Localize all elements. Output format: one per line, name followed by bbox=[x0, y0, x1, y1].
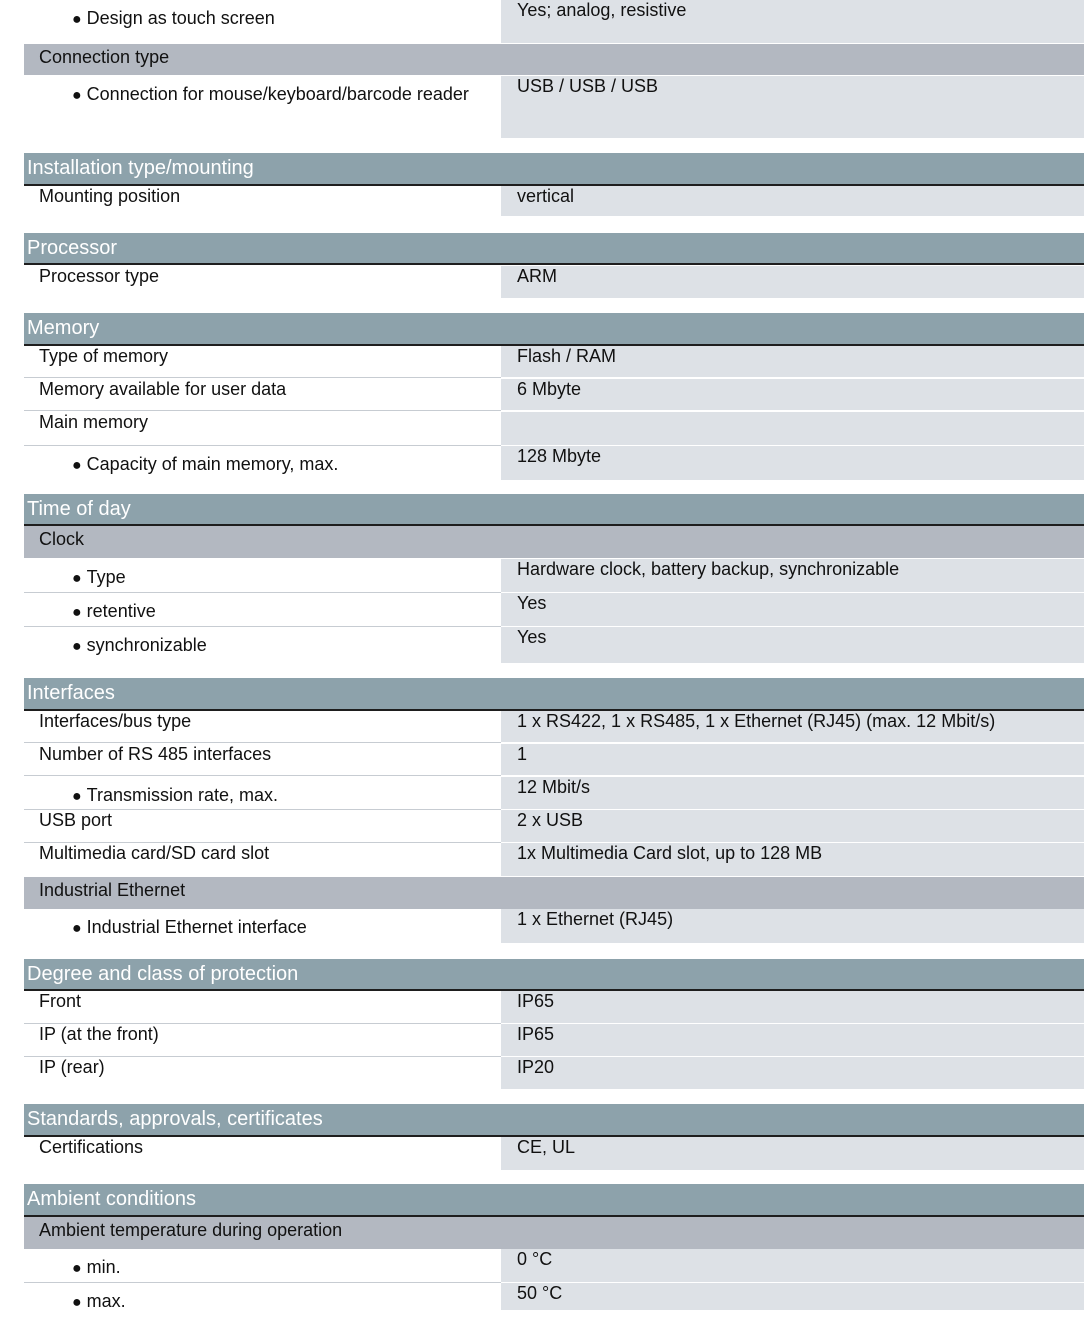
spec-label-text: Type of memory bbox=[39, 346, 169, 366]
section-title: Interfaces bbox=[27, 682, 115, 704]
bullet-icon: ● bbox=[72, 87, 82, 104]
spec-label-text: IP (at the front) bbox=[39, 1024, 159, 1044]
spec-label bbox=[39, 707, 191, 735]
bullet-icon: ● bbox=[72, 1260, 82, 1277]
spec-label bbox=[39, 987, 81, 1015]
spec-label-cell bbox=[24, 266, 501, 298]
spec-label bbox=[39, 1053, 105, 1081]
spec-row bbox=[24, 1057, 1084, 1089]
spec-row bbox=[24, 1249, 1084, 1283]
spec-label-text: Capacity of main memory, max. bbox=[86, 454, 339, 474]
spec-value-cell bbox=[501, 446, 1084, 480]
spec-row bbox=[24, 909, 1084, 943]
spec-value-cell bbox=[501, 991, 1084, 1024]
section-header bbox=[24, 1184, 1084, 1217]
spec-value: IP20 bbox=[517, 1057, 555, 1077]
spec-label-cell bbox=[24, 1249, 501, 1283]
spec-row bbox=[24, 379, 1084, 411]
bullet-icon: ● bbox=[72, 570, 82, 587]
spec-label-cell bbox=[24, 379, 501, 411]
spec-value-cell bbox=[501, 1057, 1084, 1089]
spec-label-cell bbox=[24, 0, 501, 43]
spec-value-cell bbox=[501, 909, 1084, 943]
spec-value-cell bbox=[501, 559, 1084, 593]
bullet-icon: ● bbox=[72, 11, 82, 28]
spec-row bbox=[24, 711, 1084, 743]
spec-value-cell bbox=[501, 186, 1084, 216]
spec-label-text: Number of RS 485 interfaces bbox=[39, 744, 272, 764]
spec-row bbox=[24, 1137, 1084, 1170]
spec-value: 0 °C bbox=[517, 1249, 553, 1269]
spec-label-text: Transmission rate, max. bbox=[86, 785, 279, 805]
spec-value-cell bbox=[501, 346, 1084, 378]
bullet-icon: ● bbox=[72, 788, 82, 805]
spec-value: 6 Mbyte bbox=[517, 379, 582, 399]
spec-value: ARM bbox=[517, 266, 557, 286]
section-header bbox=[24, 233, 1084, 265]
spec-value-cell bbox=[501, 777, 1084, 810]
spec-label-text: synchronizable bbox=[86, 635, 207, 655]
spec-value: 2 x USB bbox=[517, 810, 584, 830]
spec-label-text: Mounting position bbox=[39, 186, 181, 206]
section-title: Installation type/mounting bbox=[27, 157, 254, 179]
spec-value: 1 x Ethernet (RJ45) bbox=[517, 909, 674, 929]
spec-value: 128 Mbyte bbox=[517, 446, 602, 466]
spec-value: 1 bbox=[517, 744, 528, 764]
spec-row bbox=[24, 0, 1084, 43]
spec-value: 1x Multimedia Card slot, up to 128 MB bbox=[517, 843, 823, 863]
spec-value: Yes bbox=[517, 593, 547, 613]
spec-label-cell bbox=[24, 346, 501, 378]
group-title: Industrial Ethernet bbox=[39, 880, 186, 900]
bullet-icon: ● bbox=[72, 457, 82, 474]
spec-label-cell bbox=[24, 909, 501, 943]
bullet-icon: ● bbox=[72, 604, 82, 621]
spec-label bbox=[72, 631, 207, 661]
group-header bbox=[24, 1217, 1084, 1249]
spec-label bbox=[39, 342, 168, 370]
spec-value-cell bbox=[501, 1137, 1084, 1170]
spec-label bbox=[39, 1020, 159, 1048]
spec-label bbox=[72, 4, 275, 34]
spec-label bbox=[39, 806, 112, 834]
spec-label-cell bbox=[24, 1283, 501, 1310]
spec-value-cell bbox=[501, 593, 1084, 627]
spec-row bbox=[24, 627, 1084, 663]
spec-label-cell bbox=[24, 744, 501, 776]
spec-label-text: Main memory bbox=[39, 412, 149, 432]
spec-value: Yes; analog, resistive bbox=[517, 0, 687, 20]
section-title: Standards, approvals, certificates bbox=[27, 1108, 323, 1130]
spec-value-cell bbox=[501, 627, 1084, 663]
spec-label-text: Memory available for user data bbox=[39, 379, 287, 399]
spec-label bbox=[39, 839, 269, 867]
section-title: Time of day bbox=[27, 498, 131, 520]
spec-label bbox=[72, 563, 126, 593]
section-title: Processor bbox=[27, 237, 118, 259]
spec-row bbox=[24, 559, 1084, 593]
spec-label-text: Design as touch screen bbox=[86, 8, 275, 28]
spec-value: 1 x RS422, 1 x RS485, 1 x Ethernet (RJ45) (max. 12 Mbit/s) bbox=[517, 711, 996, 731]
section-title: Memory bbox=[27, 317, 100, 339]
spec-label bbox=[39, 740, 271, 768]
spec-value: USB / USB / USB bbox=[517, 76, 659, 96]
spec-label-text: Industrial Ethernet interface bbox=[86, 917, 307, 937]
spec-row bbox=[24, 266, 1084, 298]
spec-value: vertical bbox=[517, 186, 575, 206]
spec-label-text: Connection for mouse/keyboard/barcode reader bbox=[86, 84, 469, 104]
spec-label-cell bbox=[24, 593, 501, 627]
spec-label-text: Interfaces/bus type bbox=[39, 711, 192, 731]
spec-label bbox=[72, 1253, 121, 1283]
spec-value: IP65 bbox=[517, 991, 555, 1011]
spec-value-cell bbox=[501, 711, 1084, 743]
spec-value-cell bbox=[501, 379, 1084, 411]
bullet-icon: ● bbox=[72, 638, 82, 655]
spec-label bbox=[39, 1133, 143, 1161]
spec-label-text: Multimedia card/SD card slot bbox=[39, 843, 270, 863]
spec-label bbox=[39, 375, 286, 403]
spec-label-text: IP (rear) bbox=[39, 1057, 105, 1077]
bullet-icon: ● bbox=[72, 1294, 82, 1311]
spec-label-text: Type bbox=[86, 567, 126, 587]
spec-row bbox=[24, 593, 1084, 627]
spec-label-cell bbox=[24, 711, 501, 743]
spec-value-cell bbox=[501, 1024, 1084, 1057]
spec-row bbox=[24, 744, 1084, 776]
spec-row bbox=[24, 76, 1084, 138]
spec-label-text: min. bbox=[86, 1257, 121, 1277]
spec-row bbox=[24, 346, 1084, 378]
spec-row bbox=[24, 446, 1084, 480]
spec-label-cell bbox=[24, 1137, 501, 1170]
spec-row bbox=[24, 186, 1084, 216]
group-header bbox=[24, 526, 1084, 558]
spec-label-text: retentive bbox=[86, 601, 156, 621]
spec-label-cell bbox=[24, 559, 501, 593]
spec-value: Yes bbox=[517, 627, 547, 647]
section-title: Ambient conditions bbox=[27, 1188, 196, 1210]
section-title: Degree and class of protection bbox=[27, 963, 299, 985]
spec-label-cell bbox=[24, 412, 501, 446]
group-title: Connection type bbox=[39, 47, 170, 67]
spec-value-cell bbox=[501, 1249, 1084, 1283]
group-title: Clock bbox=[39, 529, 85, 549]
spec-value-cell bbox=[501, 266, 1084, 298]
spec-label-cell bbox=[24, 843, 501, 876]
group-header bbox=[24, 44, 1084, 75]
bullet-icon: ● bbox=[72, 920, 82, 937]
spec-label-text: Certifications bbox=[39, 1137, 144, 1157]
spec-value: Hardware clock, battery backup, synchronizable bbox=[517, 559, 900, 579]
spec-label-text: Processor type bbox=[39, 266, 160, 286]
spec-row bbox=[24, 1283, 1084, 1310]
spec-label bbox=[72, 450, 338, 480]
spec-label-cell bbox=[24, 627, 501, 663]
spec-value: CE, UL bbox=[517, 1137, 576, 1157]
spec-row bbox=[24, 843, 1084, 876]
spec-value: Flash / RAM bbox=[517, 346, 617, 366]
spec-value-cell bbox=[501, 76, 1084, 138]
spec-label bbox=[72, 80, 492, 110]
spec-value: 50 °C bbox=[517, 1283, 563, 1303]
spec-label-cell bbox=[24, 1057, 501, 1089]
spec-value-cell bbox=[501, 843, 1084, 876]
group-title: Ambient temperature during operation bbox=[39, 1220, 343, 1240]
spec-label bbox=[72, 913, 307, 943]
spec-label bbox=[72, 597, 156, 627]
spec-value-cell bbox=[501, 412, 1084, 446]
spec-label bbox=[39, 262, 159, 290]
spec-label-text: Front bbox=[39, 991, 82, 1011]
spec-label-text: max. bbox=[86, 1291, 126, 1311]
spec-label-cell bbox=[24, 446, 501, 480]
spec-label-cell bbox=[24, 186, 501, 216]
spec-label bbox=[39, 408, 148, 436]
spec-row bbox=[24, 412, 1084, 446]
spec-label bbox=[72, 1287, 126, 1317]
spec-label bbox=[39, 182, 180, 210]
spec-label-text: USB port bbox=[39, 810, 113, 830]
spec-value-cell bbox=[501, 0, 1084, 43]
spec-value-cell bbox=[501, 1283, 1084, 1310]
spec-value-cell bbox=[501, 744, 1084, 776]
section-header bbox=[24, 494, 1084, 526]
spec-value: IP65 bbox=[517, 1024, 555, 1044]
spec-label-cell bbox=[24, 76, 501, 138]
spec-value: 12 Mbit/s bbox=[517, 777, 591, 797]
